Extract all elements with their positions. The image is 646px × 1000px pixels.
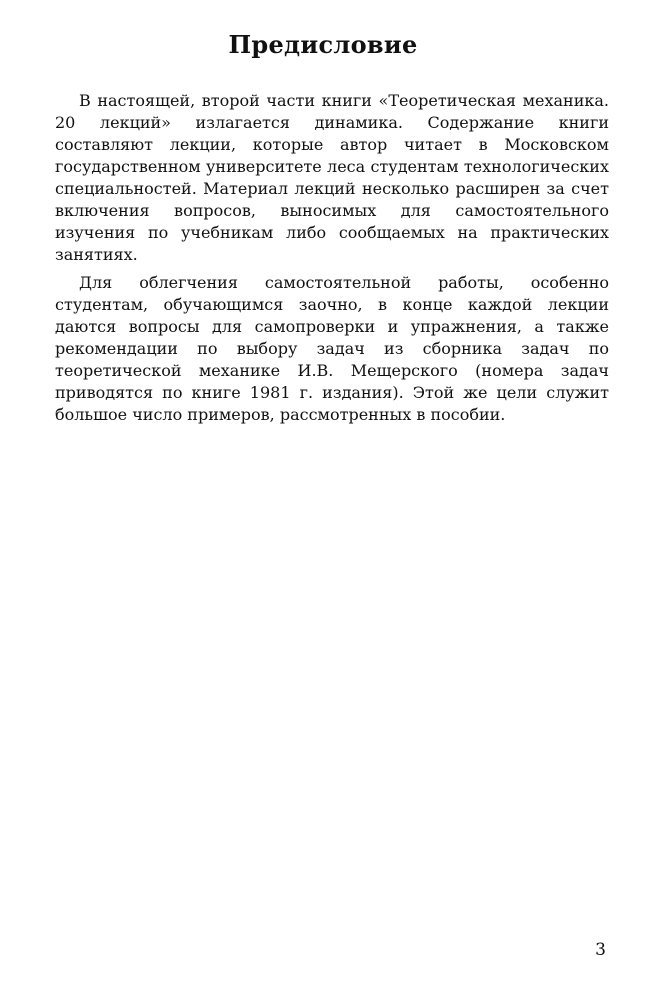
page-title: Предисловие — [228, 30, 418, 59]
paragraph-1: В настоящей, второй части книги «Теоретическая механика. 20 лекций» излагается динамика. Содержание книги составляют лекции, которые автор читает в Московском государственном университете леса студентам технологических специальностей. Материал лекций несколько расширен за счет включения вопросов, выносимых для самостоятельного изучения по учебникам либо сообщаемых на практических занятиях. — [55, 91, 609, 264]
preface-body — [55, 90, 609, 432]
page-number: 3 — [595, 940, 606, 960]
paragraph-2: Для облегчения самостоятельной работы, особенно студентам, обучающимся заочно, в конце каждой лекции даются вопросы для самопроверки и упражнения, а также рекомендации по выбору задач из сборника задач по теоретической механике И.В. Мещерского (номера задач приводятся по книге 1981 г. издания). Этой же цели служит большое число примеров, рассмотренных в пособии. — [55, 273, 609, 424]
